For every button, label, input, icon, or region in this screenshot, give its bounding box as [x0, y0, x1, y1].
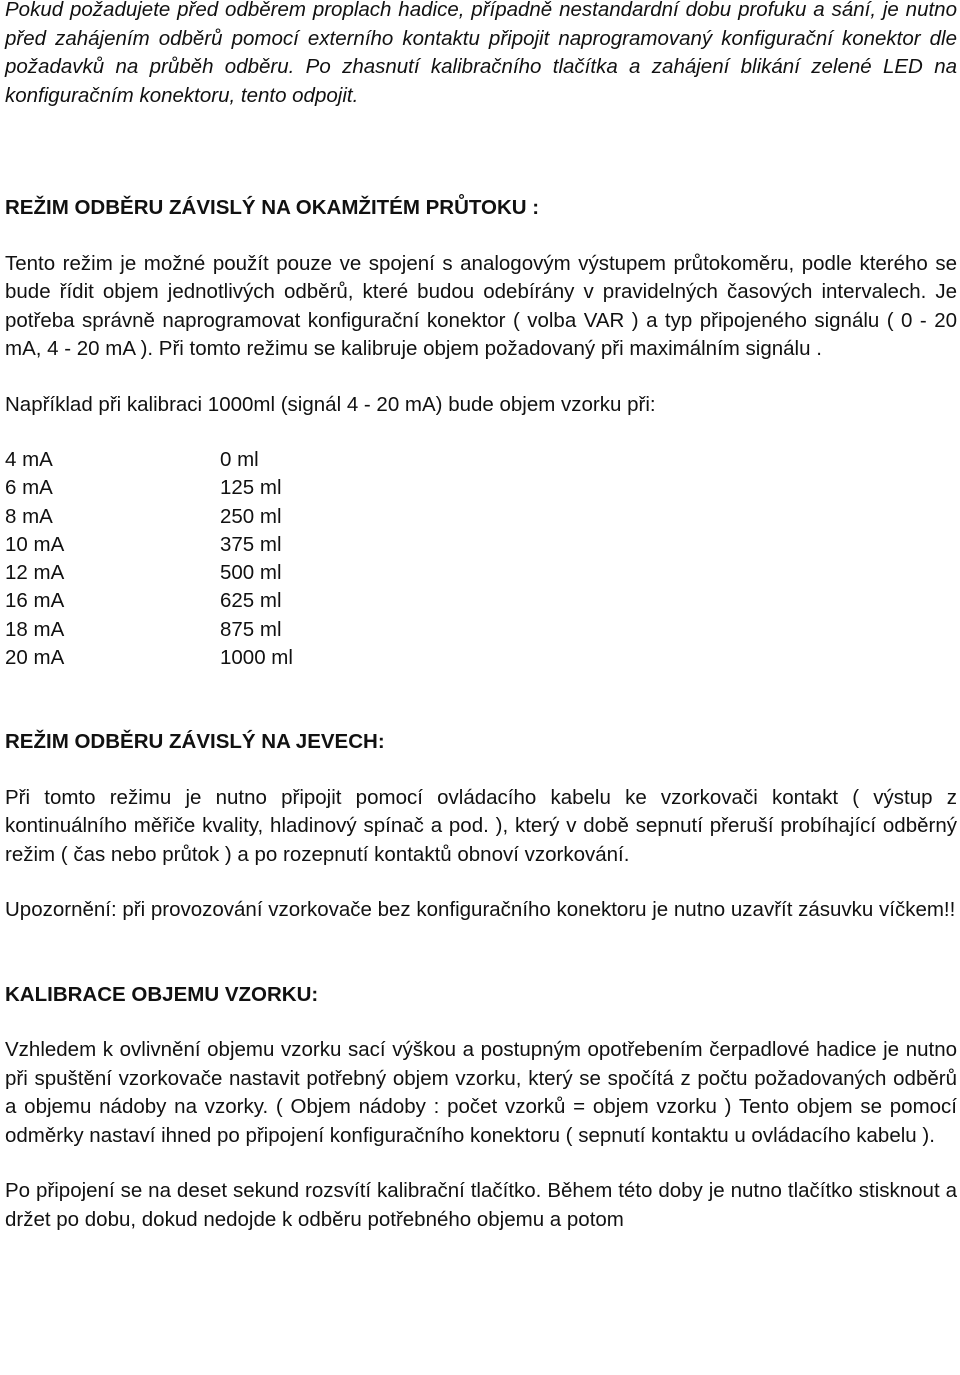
- volume-cell: 125 ml: [220, 476, 282, 500]
- calibration-paragraph-2: Po připojení se na deset sekund rozsvítí kalibrační tlačítko. Během této doby je nutno tlačítko stisknout a držet po dobu, dokud nedojde k odběru potřebného objemu a potom: [5, 1179, 957, 1231]
- table-row: [5, 644, 957, 672]
- table-row: [5, 616, 957, 644]
- calibration-paragraph: Vzhledem k ovlivnění objemu vzorku sací výškou a postupným opotřebením čerpadlové hadice je nutno při spuštění vzorkovače nastavit potřebný objem vzorku, který se spočítá z počtu požadovaných odběrů a objemu nádoby na vzorky. ( Objem nádoby : počet vzorků = objem vzorku ) Tento objem se pomocí odměrky nastaví ihned po připojení konfiguračního konektoru ( sepnutí kontaktu u ovládacího kabelu ).: [5, 1038, 957, 1147]
- calibration-example-text: Například při kalibraci 1000ml (signál 4 - 20 mA) bude objem vzorku při:: [5, 392, 656, 416]
- signal-cell: 16 mA: [5, 589, 65, 613]
- section-heading-flow-mode: REŽIM ODBĚRU ZÁVISLÝ NA OKAMŽITÉM PRŮTOKU :: [5, 196, 540, 219]
- signal-cell: 12 mA: [5, 561, 65, 585]
- signal-cell: 20 mA: [5, 646, 65, 670]
- volume-cell: 875 ml: [220, 617, 282, 641]
- signal-cell: 18 mA: [5, 617, 65, 641]
- signal-cell: 6 mA: [5, 476, 53, 500]
- table-row: [5, 531, 957, 559]
- volume-cell: 500 ml: [220, 561, 282, 585]
- volume-cell: 1000 ml: [220, 646, 293, 670]
- event-mode-paragraph: Při tomto režimu je nutno připojit pomocí ovládacího kabelu ke vzorkovači kontakt ( výstup z kontinuálního měřiče kvality, hladinový spínač a pod. ), který v době sepnutí přeruší probíhající odběrný režim ( čas nebo průtok ) a po rozepnutí kontaktů obnoví vzorkování.: [5, 785, 957, 866]
- table-row: [5, 474, 957, 502]
- table-row: [5, 559, 957, 587]
- flow-mode-paragraph: Tento režim je možné použít pouze ve spojení s analogovým výstupem průtokoměru, podle kterého se bude řídit objem jednotlivých odběrů, které budou odebírány v pravidelných časových intervalech. Je potřeba správně naprogramovat konfigurační konektor ( volba VAR ) a typ připojeného signálu ( 0 - 20 mA, 4 - 20 mA ). Při tomto režimu se kalibruje objem požadovaný při maximálním signálu .: [5, 251, 957, 360]
- document-page: [5, 0, 957, 1234]
- table-row: [5, 446, 957, 474]
- table-row: [5, 503, 957, 531]
- section-heading-calibration: KALIBRACE OBJEMU VZORKU:: [5, 982, 319, 1006]
- section-heading-event-mode: REŽIM ODBĚRU ZÁVISLÝ NA JEVECH:: [5, 730, 385, 754]
- volume-cell: 625 ml: [220, 589, 282, 613]
- volume-cell: 375 ml: [220, 532, 282, 556]
- intro-paragraph: Pokud požadujete před odběrem proplach hadice, případně nestandardní dobu profuku a sání, je nutno před zahájením odběrů pomocí externího kontaktu připojit naprogramovaný konfigurační konektor dle požadavků na průběh odběru. Po zhasnutí kalibračního tlačítka a zahájení blikání zelené LED na konfiguračním konektoru, tento odpojit.: [5, 0, 957, 107]
- signal-cell: 8 mA: [5, 504, 53, 528]
- signal-cell: 4 mA: [5, 448, 53, 471]
- signal-cell: 10 mA: [5, 532, 65, 556]
- volume-cell: 250 ml: [220, 504, 282, 528]
- warning-paragraph: Upozornění: při provozování vzorkovače bez konfiguračního konektoru je nutno uzavřít zásuvku víčkem!!: [5, 898, 956, 922]
- volume-cell: 0 ml: [220, 448, 259, 471]
- table-row: [5, 587, 957, 615]
- signal-volume-table: [5, 446, 957, 672]
